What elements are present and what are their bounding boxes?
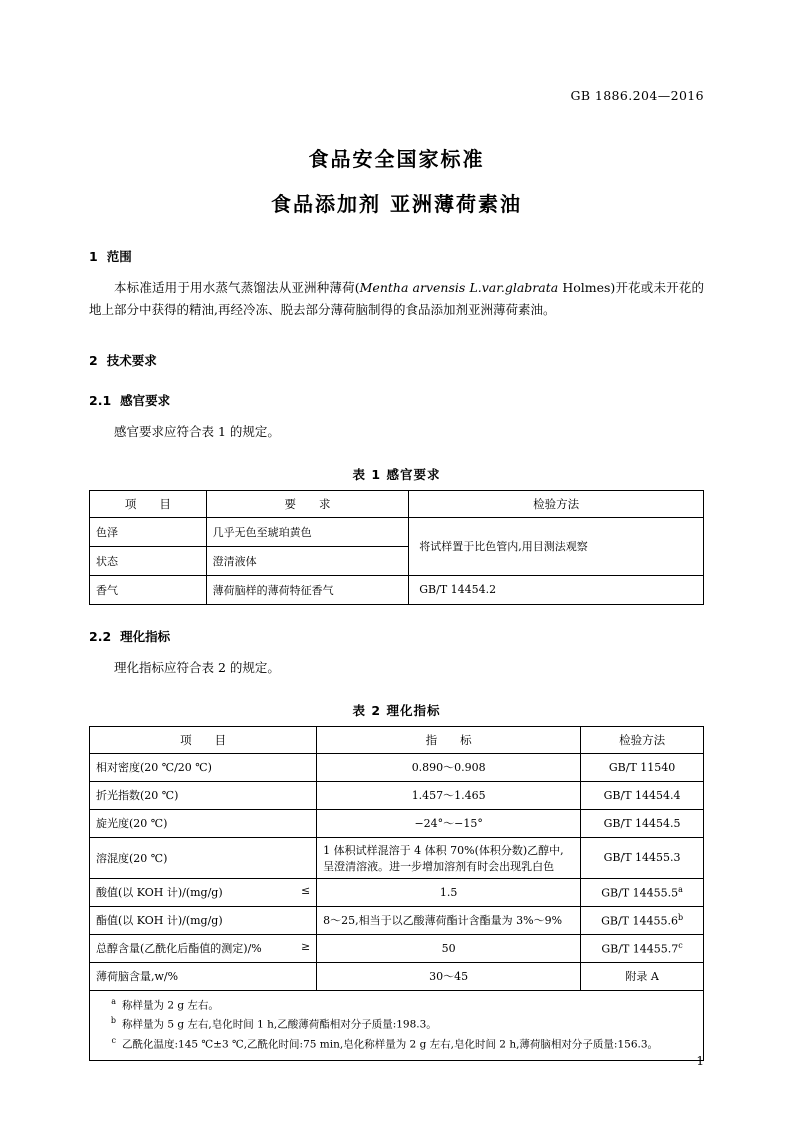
table2-cell-index: −24°～−15° <box>317 809 581 837</box>
table2-cell-symbol: ≤ <box>300 884 311 897</box>
scope-text-italic: Mentha arvensis L.var.glabrata <box>359 280 559 295</box>
section-title-2-2: 理化指标 <box>120 628 171 644</box>
table2-note <box>98 1014 695 1034</box>
section-heading-physchem <box>89 627 704 645</box>
table2-note <box>98 995 695 1015</box>
table2-cell-method: GB/T 14455.7 <box>601 942 679 956</box>
section-number-2-2: 2.2 <box>89 628 112 644</box>
table2-cell-item: 总醇含量(乙酰化后酯值的测定)/% <box>96 942 262 955</box>
table-header-row <box>90 490 704 517</box>
table2-cell-method: GB/T 14454.4 <box>603 788 681 802</box>
table-row <box>90 575 704 604</box>
table2-cell-item: 酸值(以 KOH 计)/(mg/g) <box>96 886 223 899</box>
table2-cell-item: 相对密度(20 ℃/20 ℃) <box>96 761 212 774</box>
table2-cell-index: 50 <box>317 934 581 962</box>
table2-cell-index: 1.457～1.465 <box>317 781 581 809</box>
physchem-paragraph: 理化指标应符合表 2 的规定。 <box>114 659 280 675</box>
table2-cell-method: GB/T 14455.6 <box>601 914 678 928</box>
footnote-mark: c <box>111 1036 116 1046</box>
section-number-1: 1 <box>89 249 98 264</box>
table1-cell-requirement: 几乎无色至琥珀黄色 <box>206 517 409 546</box>
table1-header-requirement: 要 求 <box>206 490 409 517</box>
table-row <box>90 878 704 906</box>
document-title-block <box>89 143 704 217</box>
section-number-2-1: 2.1 <box>89 392 112 408</box>
table1-caption: 表 1 感官要求 <box>352 466 441 482</box>
table2-cell-item: 旋光度(20 ℃) <box>96 817 168 830</box>
table1-cell-method: GB/T 14454.2 <box>409 575 704 604</box>
table1-cell-requirement: 薄荷脑样的薄荷特征香气 <box>206 575 409 604</box>
table2-cell-index: 30～45 <box>317 962 581 990</box>
table2-cell-method: GB/T 11540 <box>608 760 676 774</box>
table2-cell-item: 折光指数(20 ℃) <box>96 789 179 802</box>
footnote-text: 称样量为 2 g 左右。 <box>122 999 219 1011</box>
section-title-1: 范围 <box>106 249 132 264</box>
table2-header-method: 检验方法 <box>581 726 704 753</box>
table1-cell-method: 将试样置于比色管内,用目测法观察 <box>409 517 704 575</box>
table2-cell-method: 附录 A <box>625 970 659 983</box>
table-row <box>90 809 704 837</box>
table2-cell-item: 溶混度(20 ℃) <box>96 851 168 865</box>
sensory-paragraph: 感官要求应符合表 1 的规定。 <box>114 423 280 439</box>
table2-cell-method: GB/T 14454.5 <box>603 816 681 830</box>
table2-cell-index: 8～25,相当于以乙酸薄荷酯计含酯量为 3%～9% <box>317 906 581 934</box>
page-subtitle: 食品添加剂 亚洲薄荷素油 <box>271 192 522 216</box>
page-number: 1 <box>696 1054 704 1068</box>
scope-text-post: Holmes)开花或未开花的地上部分中获得的精油,再经冷冻、脱去部分薄荷脑制得的食品添加剂亚洲薄荷素油。 <box>89 280 704 317</box>
footnote-mark: b <box>110 1016 116 1026</box>
table2-note <box>98 1034 695 1054</box>
table1-header-method: 检验方法 <box>409 490 704 517</box>
standard-code: GB 1886.204—2016 <box>570 88 704 103</box>
table2-cell-method: GB/T 14455.5 <box>601 886 679 900</box>
table2-header-index: 指 标 <box>317 726 581 753</box>
scope-paragraph <box>89 277 704 321</box>
table-row <box>90 837 704 878</box>
table2-cell-method-footnote: a <box>678 884 683 894</box>
page-title: 食品安全国家标准 <box>308 147 485 171</box>
table1-cell-item: 香气 <box>90 575 207 604</box>
sensory-requirements-table <box>89 490 704 605</box>
physicochemical-index-table <box>89 726 704 1061</box>
table2-cell-item: 酯值(以 KOH 计)/(mg/g) <box>96 914 223 927</box>
section-heading-scope <box>89 247 704 265</box>
table-row <box>90 962 704 990</box>
table-row <box>90 753 704 781</box>
section-number-2: 2 <box>89 352 98 368</box>
table2-cell-method-footnote: c <box>678 940 683 950</box>
table2-notes-row <box>90 990 704 1060</box>
footnote-text: 乙酰化温度:145 ℃±3 ℃,乙酰化时间:75 min,皂化称样量为 2 g 左右,皂化时间 2 h,薄荷脑相对分子质量:156.3。 <box>122 1038 659 1051</box>
table-row <box>90 781 704 809</box>
table2-cell-index: 1.5 <box>317 878 581 906</box>
table2-header-item: 项 目 <box>90 726 317 753</box>
table2-cell-method: GB/T 14455.3 <box>603 851 681 864</box>
section-title-2: 技术要求 <box>106 352 157 368</box>
table-header-row <box>90 726 704 753</box>
section-title-2-1: 感官要求 <box>120 392 171 408</box>
table1-cell-requirement: 澄清液体 <box>206 546 409 575</box>
table2-cell-method-footnote: b <box>677 912 684 922</box>
table2-cell-symbol: ≥ <box>300 940 311 953</box>
table1-cell-item: 色泽 <box>90 517 207 546</box>
footnote-mark: a <box>111 996 116 1006</box>
table1-cell-item: 状态 <box>90 546 207 575</box>
table1-header-item: 项 目 <box>90 490 207 517</box>
table-row <box>90 517 704 546</box>
table2-cell-index: 0.890～0.908 <box>317 753 581 781</box>
table-row <box>90 934 704 962</box>
table2-cell-index: 1 体积试样混溶于 4 体积 70%(体积分数)乙醇中,呈澄清溶液。进一步增加溶剂有时会出现乳白色 <box>317 837 581 878</box>
footnote-text: 称样量为 5 g 左右,皂化时间 1 h,乙酸薄荷酯相对分子质量:198.3。 <box>122 1018 437 1031</box>
table2-caption: 表 2 理化指标 <box>352 702 441 718</box>
table-row <box>90 906 704 934</box>
section-heading-technical <box>89 351 704 369</box>
scope-text-pre: 本标准适用于用水蒸气蒸馏法从亚洲种薄荷( <box>114 280 360 295</box>
section-heading-sensory <box>89 391 704 409</box>
table2-cell-item: 薄荷脑含量,w/% <box>96 970 179 983</box>
